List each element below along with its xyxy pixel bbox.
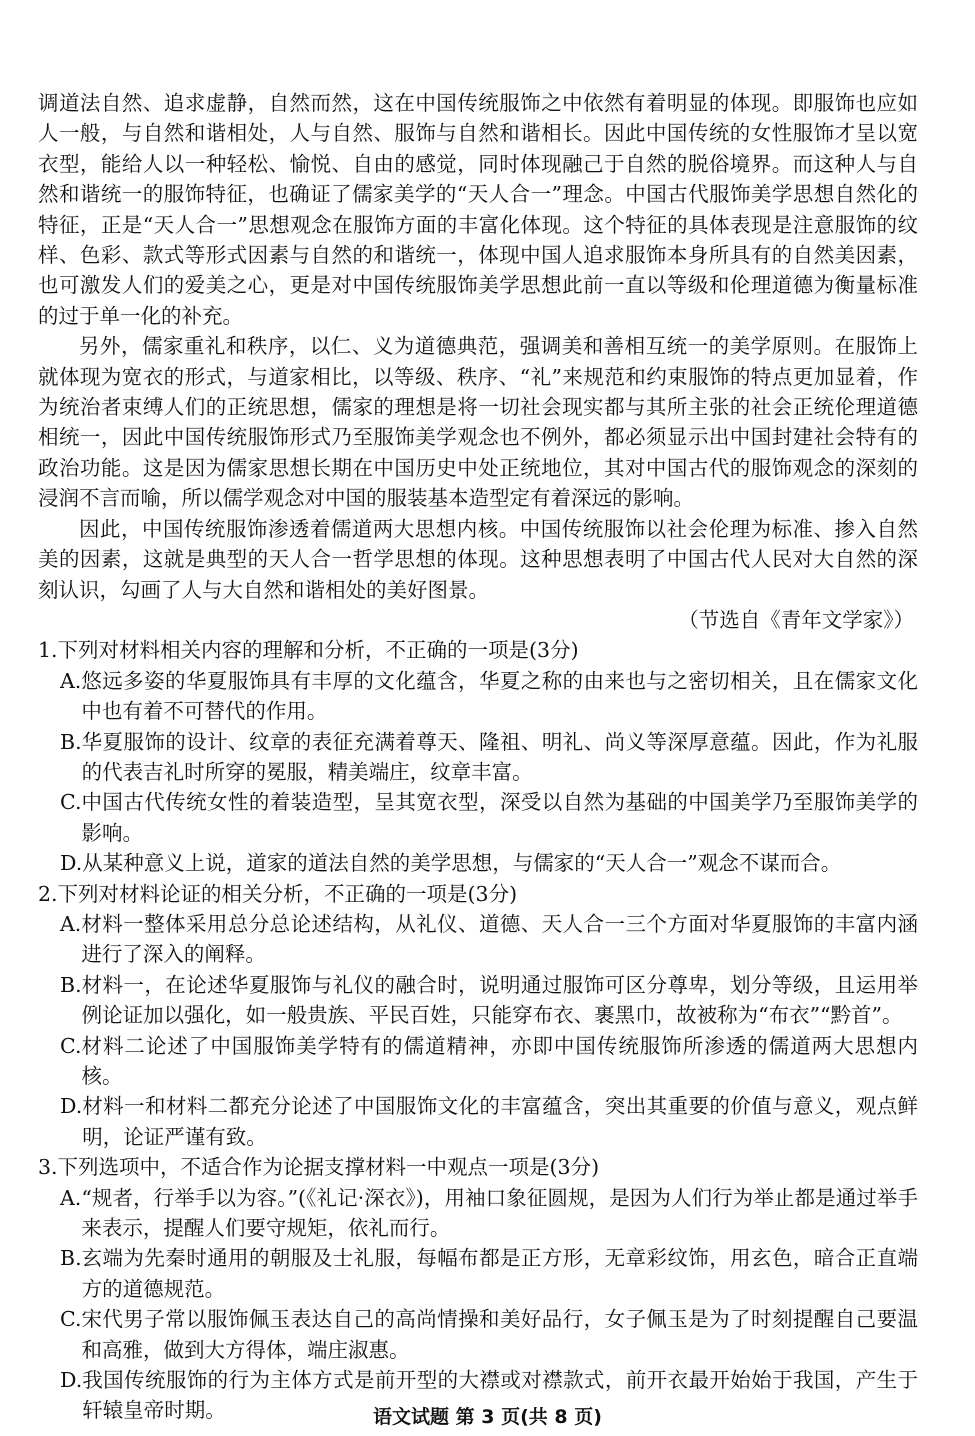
- passage-paragraph-3: 因此，中国传统服饰渗透着儒道两大思想内核。中国传统服饰以社会伦理为标准、掺入自然美的因素，这就是典型的天人合一哲学思想的体现。这种思想表明了中国古代人民对大自然的深刻认识，勾画了人与大自然和谐相处的美好图景。: [38, 516, 918, 602]
- option-b[interactable]: [38, 727, 918, 788]
- option-letter: D.: [60, 1368, 83, 1393]
- option-text: 我国传统服饰的行为主体方式是前开型的大襟或对襟款式，前开衣最开始始于我国，产生于轩辕皇帝时期。: [82, 1368, 918, 1423]
- option-text: 从某种意义上说，道家的道法自然的美学思想，与儒家的“天人合一”观念不谋而合。: [82, 851, 842, 876]
- passage-paragraph-1: 调道法自然、追求虚静，自然而然，这在中国传统服饰之中依然有着明显的体现。即服饰也应如人一般，与自然和谐相处，人与自然、服饰与自然和谐相长。因此中国传统的女性服饰才呈以宽衣型，能给人以一种轻松、愉悦、自由的感觉，同时体现融己于自然的脱俗境界。而这种人与自然和谐统一的服饰特征，也确证了儒家美学的“天人合一”理念。中国古代服饰美学思想自然化的特征，正是“天人合一”思想观念在服饰方面的丰富化体现。这个特征的具体表现是注意服饰的纹样、色彩、款式等形式因素与自然的和谐统一，体现中国人追求服饰本身所具有的自然美因素，也可激发人们的爱美之心，更是对中国传统服饰美学思想此前一直以等级和伦理道德为衡量标准的过于单一化的补充。: [38, 91, 918, 328]
- option-c[interactable]: [38, 787, 918, 848]
- option-b[interactable]: [38, 970, 918, 1031]
- option-letter: D.: [60, 1094, 83, 1119]
- option-c[interactable]: [38, 1031, 918, 1092]
- question-stem: 1.下列对材料相关内容的理解和分析，不正确的一项是(3分): [38, 638, 579, 663]
- option-letter: B.: [60, 1246, 82, 1271]
- option-letter: C.: [60, 1033, 82, 1058]
- question-2: [38, 879, 918, 1153]
- option-letter: C.: [60, 790, 82, 815]
- option-letter: C.: [60, 1307, 82, 1332]
- option-a[interactable]: [38, 666, 918, 727]
- option-letter: A.: [60, 668, 82, 693]
- option-letter: B.: [60, 972, 82, 997]
- option-text: 中国古代传统女性的着装造型，呈其宽衣型，深受以自然为基础的中国美学乃至服饰美学的影响。: [81, 790, 918, 845]
- question-stem: 3.下列选项中，不适合作为论据支撑材料一中观点一项是(3分): [38, 1155, 600, 1180]
- option-c[interactable]: [38, 1304, 918, 1365]
- option-text: 宋代男子常以服饰佩玉表达自己的高尚情操和美好品行，女子佩玉是为了时刻提醒自己要温和高雅，做到大方得体，端庄淑惠。: [81, 1307, 918, 1362]
- page-footer: 语文试题 第 3 页(共 8 页): [373, 1406, 602, 1428]
- option-letter: A.: [60, 1185, 82, 1210]
- question-1: [38, 635, 918, 878]
- option-a[interactable]: [38, 1183, 918, 1244]
- question-stem: 2.下列对材料论证的相关分析，不正确的一项是(3分): [38, 881, 518, 906]
- option-d[interactable]: [38, 848, 918, 878]
- option-a[interactable]: [38, 909, 918, 970]
- passage-paragraph-2: 另外，儒家重礼和秩序，以仁、义为道德典范，强调美和善相互统一的美学原则。在服饰上就体现为宽衣的形式，与道家相比，以等级、秩序、“礼”来规范和约束服饰的特点更加显着，作为统治者束缚人们的正统思想，儒家的理想是将一切社会现实都与其所主张的社会正统伦理道德相统一，因此中国传统服饰形式乃至服饰美学观念也不例外，都必须显示出中国封建社会特有的政治功能。这是因为儒家思想长期在中国历史中处正统地位，其对中国古代的服饰观念的深刻的浸润不言而喻，所以儒学观念对中国的服装基本造型定有着深远的影响。: [38, 334, 918, 511]
- option-text: 材料一和材料二都充分论述了中国服饰文化的丰富蕴含，突出其重要的价值与意义，观点鲜明，论证严谨有致。: [82, 1094, 918, 1149]
- option-b[interactable]: [38, 1243, 918, 1304]
- option-letter: A.: [60, 911, 82, 936]
- page-content: [38, 88, 918, 1426]
- option-text: 材料一，在论述华夏服饰与礼仪的融合时，说明通过服饰可区分尊卑，划分等级，且运用举例论证加以强化，如一般贵族、平民百姓，只能穿布衣、裹黑巾，故被称为“布衣”“黔首”。: [81, 972, 918, 1028]
- option-text: 材料一整体采用总分总论述结构，从礼仪、道德、天人合一三个方面对华夏服饰的丰富内涵进行了深入的阐释。: [81, 911, 918, 967]
- question-3: [38, 1152, 918, 1426]
- option-text: 华夏服饰的设计、纹章的表征充满着尊天、隆祖、明礼、尚义等深厚意蕴。因此，作为礼服的代表吉礼时所穿的冕服，精美端庄，纹章丰富。: [81, 729, 918, 784]
- option-letter: D.: [60, 851, 83, 876]
- option-d[interactable]: [38, 1091, 918, 1152]
- passage-source: （节选自《青年文学家》）: [678, 607, 914, 632]
- option-text: “规者，行举手以为容。”(《礼记·深衣》)，用袖口象征圆规，是因为人们行为举止都是通过举手来表示，提醒人们要守规矩，依礼而行。: [81, 1185, 918, 1241]
- option-letter: B.: [60, 729, 82, 754]
- option-text: 玄端为先秦时通用的朝服及士礼服，每幅布都是正方形，无章彩纹饰，用玄色，暗合正直端方的道德规范。: [81, 1246, 918, 1301]
- option-text: 材料二论述了中国服饰美学特有的儒道精神，亦即中国传统服饰所渗透的儒道两大思想内核。: [81, 1033, 918, 1088]
- option-text: 悠远多姿的华夏服饰具有丰厚的文化蕴含，华夏之称的由来也与之密切相关，且在儒家文化中也有着不可替代的作用。: [81, 668, 918, 724]
